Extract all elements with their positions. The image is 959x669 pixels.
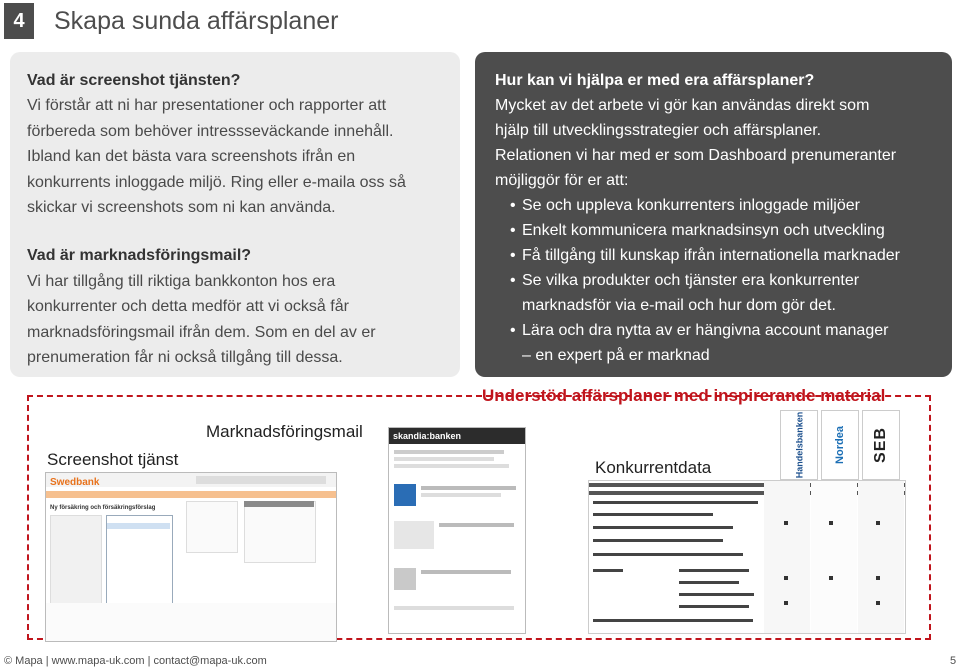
intro-line: Mycket av det arbete vi gör kan användas direkt som bbox=[495, 97, 870, 114]
answer-line: marknadsföringsmail ifrån dem. Som en del av er bbox=[27, 323, 376, 341]
benefit-item: • Enkelt kommunicera marknadsinsyn och utveckling bbox=[510, 222, 885, 239]
handelsbanken-logo: Handelsbanken bbox=[780, 410, 818, 480]
intro-line: Relationen vi har med er som Dashboard prenumeranter bbox=[495, 147, 897, 164]
answer-line: konkurrenter och detta medför att vi också får bbox=[27, 298, 349, 316]
seb-logo: SEB bbox=[862, 410, 900, 480]
question-business-plans: Hur kan vi hjälpa er med era affärsplaner? bbox=[495, 72, 815, 89]
skandia-logo: skandia:banken bbox=[393, 431, 462, 441]
competitor-data-table-thumbnail bbox=[588, 480, 906, 634]
benefit-item: • Få tillgång till kunskap ifrån internationella marknader bbox=[510, 247, 900, 264]
answer-line: skickar vi screenshots som ni kan använda. bbox=[27, 199, 336, 217]
swedbank-page-heading: Ny försäkring och försäkringsförslag bbox=[50, 505, 156, 511]
intro-line: hjälp till utvecklingsstrategier och affärsplaner. bbox=[495, 122, 822, 139]
benefit-item: • Se vilka produkter och tjänster era konkurrenter marknadsför via e-mail och hur dom gör det. bbox=[510, 272, 860, 314]
benefit-item: • Se och uppleva konkurrenters inloggade miljöer bbox=[510, 197, 860, 214]
slide-title: Skapa sunda affärsplaner bbox=[54, 7, 339, 35]
question-marketing-mail: Vad är marknadsföringsmail? bbox=[27, 247, 252, 265]
answer-line: Ibland kan det bästa vara screenshots ifrån en bbox=[27, 148, 356, 166]
question-screenshot-service: Vad är screenshot tjänsten? bbox=[27, 72, 241, 89]
swedbank-screenshot-thumbnail bbox=[45, 472, 337, 642]
caption-competitor-data: Konkurrentdata bbox=[595, 458, 712, 477]
caption-marketing-mail: Marknadsföringsmail bbox=[206, 422, 363, 441]
screenshot-service-panel bbox=[10, 52, 460, 377]
answer-line: konkurrents inloggade miljö. Ring eller e-maila oss så bbox=[27, 173, 406, 191]
nordea-logo: Nordea bbox=[821, 410, 859, 480]
answer-line: Vi förstår att ni har presentationer och rapporter att bbox=[27, 97, 387, 115]
support-heading: Understöd affärsplaner med inspirerande material bbox=[482, 386, 886, 405]
swedbank-logo: Swedbank bbox=[50, 477, 100, 488]
answer-line: prenumeration får ni också tillgång till dessa. bbox=[27, 349, 343, 367]
slide-number: 4 bbox=[4, 3, 34, 39]
page-number: 5 bbox=[950, 655, 957, 667]
business-plan-help-panel bbox=[475, 52, 952, 377]
skandia-mail-thumbnail bbox=[388, 427, 526, 634]
intro-line: möjliggör för er att: bbox=[495, 172, 629, 189]
benefit-item: • Lära och dra nytta av er hängivna account manager – en expert på er marknad bbox=[510, 322, 889, 364]
footer-contact: © Mapa | www.mapa-uk.com | contact@mapa-uk.com bbox=[4, 655, 267, 667]
caption-screenshot: Screenshot tjänst bbox=[47, 450, 179, 469]
answer-line: förbereda som behöver intressseväckande innehåll. bbox=[27, 122, 394, 140]
answer-line: Vi har tillgång till riktiga bankkonton hos era bbox=[27, 272, 336, 290]
benefit-list bbox=[495, 193, 940, 368]
